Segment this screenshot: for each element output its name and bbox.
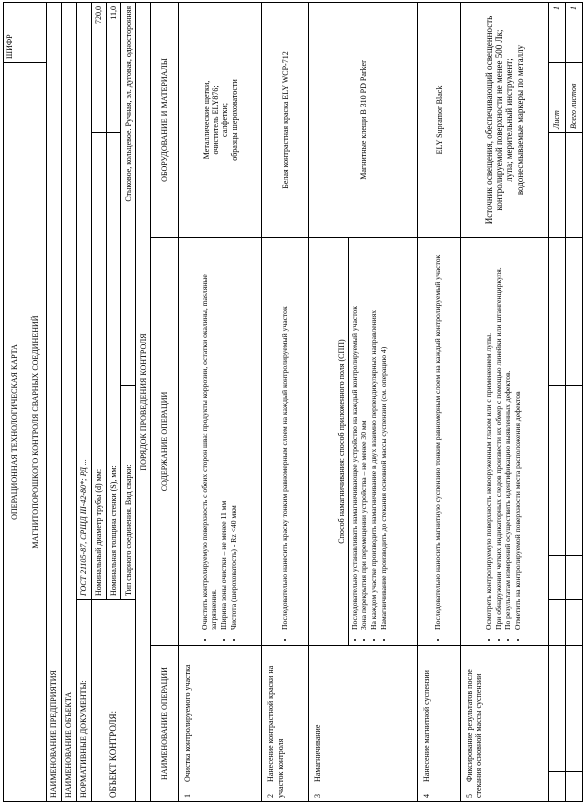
total-sheets-label: Всего листов <box>565 62 582 132</box>
operation-number: 4 <box>422 794 432 798</box>
operation-number: 5 <box>465 794 475 798</box>
card-title: ОПЕРАЦИОННАЯ ТЕХНОЛОГИЧЕСКАЯ КАРТА <box>4 62 25 801</box>
param-value-weld-type: Стыковое, кольцевое. Ручная, эл. дуговая, односторонняя <box>121 2 136 385</box>
enterprise-label: НАИМЕНОВАНИЕ ПРЕДПРИЯТИЯ <box>46 2 61 801</box>
operation-step: • Последовательно нанесить краску тонким равномерным слоем на каждый контролируемый участок <box>281 241 290 630</box>
card-subtitle: МАГНИТОПОРОШКОГО КОНТРОЛЯ СВАРНЫХ СОЕДИНЕНИЙ <box>25 62 46 801</box>
operation-step: • Последовательно устанавливать намагничивающее устройство на каждый контролируемый участок <box>351 241 360 630</box>
operation-step: • Намагничивание производить до стекания основной массы суспензии (см. операцию 4) <box>380 241 389 630</box>
cipher-label: ШИФР <box>4 2 47 62</box>
signature-cell <box>548 238 565 386</box>
col-header-equipment: ОБОРУДОВАНИЕ И МАТЕРИАЛЫ <box>151 2 179 237</box>
operation-number: 2 <box>266 794 276 798</box>
operation-name <box>262 646 309 802</box>
normdocs-value: ГОСТ 21105-87, СРЩД III-42-80*; РД ... <box>76 2 91 599</box>
param-value-thickness: 11,0 <box>106 2 121 132</box>
operation-step: • При обнаружении четких индикаторных следов произвести их обмер с помощью линейки или штангенциркуля. <box>495 241 504 630</box>
table-row <box>418 2 461 801</box>
sheet-value: 1 <box>548 2 565 62</box>
operation-equipment <box>179 2 262 237</box>
operation-name-text: Фиксирование результатов после стекания основной массы суспензии <box>465 669 484 798</box>
equipment-item: водонесмываемые маркеры по металлу <box>514 44 525 196</box>
operation-equipment <box>461 2 549 237</box>
operation-equipment: Магнитные клещи В 310 PD Parker <box>309 2 418 237</box>
signature-cell <box>548 386 565 556</box>
operation-step: • По результатам измерений осуществить идентификацию выявленных дефектов. <box>504 241 513 630</box>
operation-name <box>461 646 549 802</box>
signature-cell <box>548 772 565 802</box>
technological-card-table <box>3 2 583 802</box>
procedure-section-title: ПОРЯДОК ПРОВЕДЕНИЯ КОНТРОЛЯ <box>136 2 151 801</box>
operation-number: 3 <box>313 794 323 798</box>
operation-step: • Осмотреть контролируемую поверхность невооруженным глазом или с применением лупы. <box>485 241 494 630</box>
operation-name-text: Намагничивание <box>313 724 323 782</box>
table-row <box>179 2 262 801</box>
signature-cell <box>565 238 582 386</box>
operation-content <box>418 238 461 646</box>
param-label-weld-type: Тип сварного соединения. Вид сварки: <box>121 386 136 600</box>
object-label: НАИМЕНОВАНИЕ ОБЪЕКТА <box>61 2 76 801</box>
signature-cell <box>565 646 582 772</box>
param-label-thickness: Номинальная толщина стенки (S), мм: <box>106 133 121 600</box>
equipment-item: очиститель ELY876; <box>211 85 221 155</box>
magnetization-method: Способ намагничивания: способ приложенного поля (СПП) <box>337 238 348 645</box>
control-object-label: ОБЪЕКТ КОНТРОЛЯ: <box>91 600 136 802</box>
signature-cell <box>548 556 565 600</box>
operation-name-text: Нанесение магнитной суспензии <box>422 670 432 782</box>
equipment-item: Источник освещения, обеспечивающий освещенность контролируемой поверхности не менее 500 Лк; <box>483 15 505 225</box>
signature-cell <box>565 600 582 646</box>
equipment-item: образцы шероховатости <box>229 79 239 161</box>
operation-name <box>418 646 461 802</box>
signature-cell <box>565 133 582 238</box>
operation-equipment: Белая контрастная краска ELY WCP-712 <box>262 2 309 237</box>
total-sheets-value: 1 <box>565 2 582 62</box>
operation-step: • Отметить на контролируемой поверхности места расположения дефектов <box>514 241 523 630</box>
signature-cell <box>548 646 565 772</box>
table-row <box>461 2 549 801</box>
signature-cell <box>548 600 565 646</box>
equipment-item: лупа; мерительный инструмент; <box>504 58 515 182</box>
operation-step: • Чистота (шероховатость) - Rz <40 мкм <box>230 241 239 630</box>
signature-cell <box>565 556 582 600</box>
operation-content <box>309 238 418 646</box>
table-row <box>262 2 309 801</box>
param-label-diameter: Номинальный диаметр трубы (d) мм: <box>91 133 106 600</box>
operation-step: • Ширина зоны очистки – не менее 11 мм <box>220 241 229 630</box>
param-value-diameter: 720,0 <box>91 2 106 132</box>
operation-step: • Зона перекрытия при перемещении устройства – не менее 30 мм <box>360 241 369 630</box>
operation-step: • На каждом участке производить намагничивание в двух взаимно перпендикулярных направлениях <box>370 241 379 630</box>
operation-name <box>179 646 262 802</box>
operation-content <box>179 238 262 646</box>
table-row <box>309 2 418 801</box>
operation-content <box>461 238 549 646</box>
col-header-content: СОДЕРЖАНИЕ ОПЕРАЦИИ <box>151 238 179 646</box>
operation-step: • Последовательно наносить магнитную суспензию тонким равномерным слоем на каждый контролируемый участок <box>434 241 443 630</box>
signature-cell <box>565 386 582 556</box>
operation-content <box>262 238 309 646</box>
equipment-item: Металлические щетки, <box>201 80 211 160</box>
equipment-item: салфетки; <box>220 103 230 137</box>
normdocs-label: НОРМАТИВНЫЕ ДОКУМЕНТЫ: <box>76 600 91 802</box>
sheet-label: Лист <box>548 62 565 132</box>
operation-number: 1 <box>183 794 193 798</box>
signature-cell <box>565 772 582 802</box>
operation-equipment: ELY Supramor Black <box>418 2 461 237</box>
operation-step: • Очистить контролируемую поверхность с обеих сторон шва: продукты коррозии, остатки окалины, masляные загрязнения. <box>201 241 218 630</box>
operation-name <box>309 646 418 802</box>
col-header-name: НАИМЕНОВАНИЕ ОПЕРАЦИИ <box>151 646 179 802</box>
operation-name-text: Очистка контролируемого участка <box>183 664 193 782</box>
operation-name-text: Нанесение контрастной краски на участок контроля <box>266 665 285 798</box>
signature-cell <box>548 133 565 238</box>
